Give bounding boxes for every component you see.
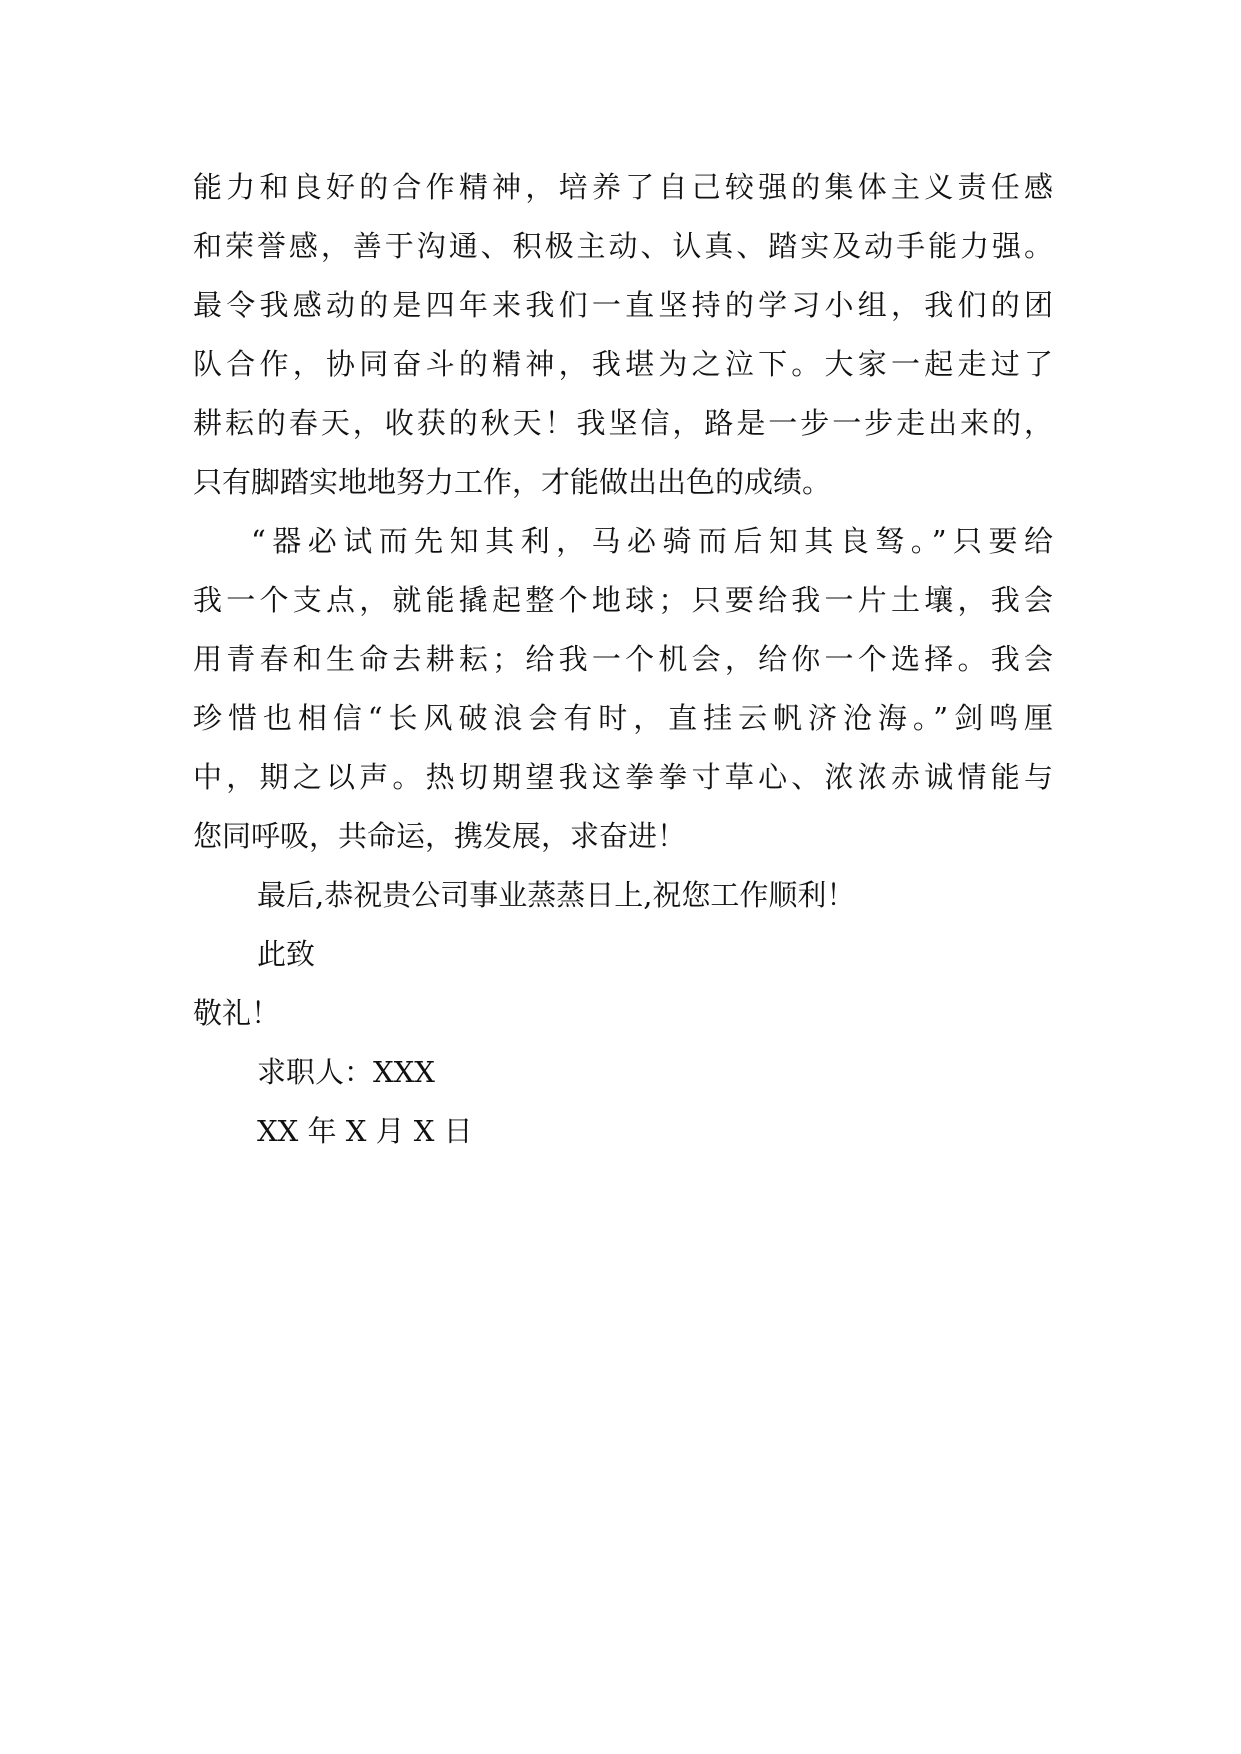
salutation-jing-li: 敬礼！ (193, 996, 281, 1030)
signature: 求职人：XXX (257, 1055, 435, 1089)
paragraph-teamwork (193, 158, 1053, 512)
text-line: 队合作，协同奋斗的精神，我堪为之泣下。大家一起走过了 (193, 347, 1053, 381)
text-line: 中，期之以声。热切期望我这拳拳寸草心、浓浓赤诚情能与 (193, 760, 1053, 794)
text-line: 用青春和生命去耕耘；给我一个机会，给你一个选择。我会 (193, 642, 1053, 676)
text-line: 只有脚踏实地地努力工作，才能做出出色的成绩。 (193, 465, 832, 499)
text-line: 最令我感动的是四年来我们一直坚持的学习小组，我们的团 (193, 288, 1053, 322)
closing-wish: 最后,恭祝贵公司事业蒸蒸日上,祝您工作顺利！ (257, 878, 856, 912)
letter-body (193, 158, 1053, 1161)
text-line: “器必试而先知其利，马必骑而后知其良驽。”只要给 (251, 524, 1053, 558)
text-line: 珍惜也相信“长风破浪会有时，直挂云帆济沧海。”剑鸣厘 (193, 701, 1053, 735)
text-line: 和荣誉感，善于沟通、积极主动、认真、踏实及动手能力强。 (193, 229, 1053, 263)
text-line: 我一个支点，就能撬起整个地球；只要给我一片土壤，我会 (193, 583, 1053, 617)
text-line: 您同呼吸，共命运，携发展，求奋进！ (193, 819, 687, 853)
text-line: 耕耘的春天，收获的秋天！我坚信，路是一步一步走出来的， (193, 406, 1053, 440)
salutation-ci-zhi: 此致 (257, 937, 316, 971)
paragraph-aspiration (193, 512, 1053, 866)
letter-date: XX 年 X 月 X 日 (257, 1114, 473, 1148)
text-line: 能力和良好的合作精神，培养了自己较强的集体主义责任感 (193, 170, 1053, 204)
